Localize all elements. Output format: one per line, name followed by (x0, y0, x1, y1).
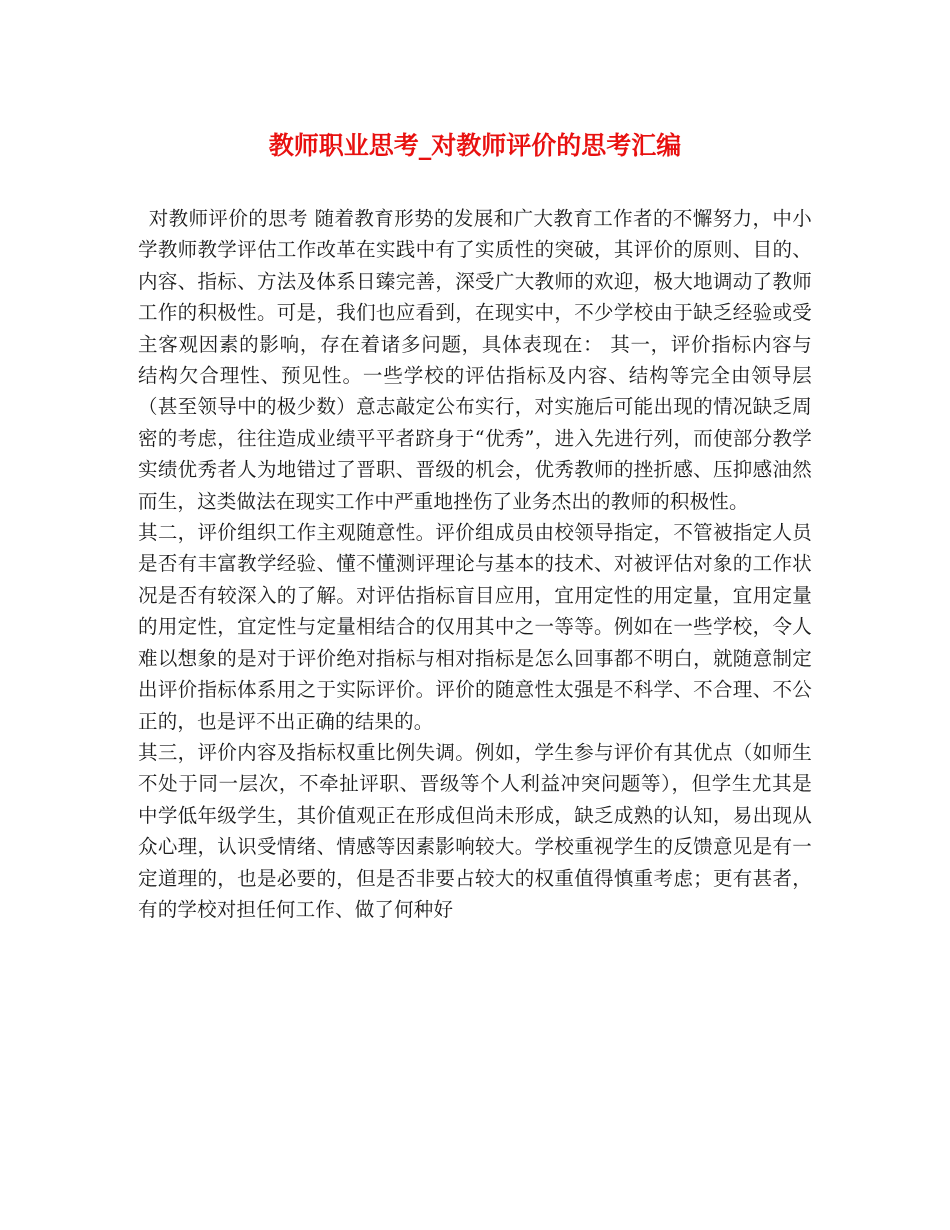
paragraph-3: 其三，评价内容及指标权重比例失调。例如，学生参与评价有其优点（如师生不处于同一层次，不牵扯评职、晋级等个人利益冲突问题等），但学生尤其是中学低年级学生，其价值观正在形成但尚未形成，缺乏成熟的认知，易出现从众心理，认识受情绪、情感等因素影响较大。学校重视学生的反馈意见是有一定道理的，也是必要的，但是否非要占较大的权重值得慎重考虑；更有甚者，有的学校对担任何工作、做了何种好 (138, 740, 812, 921)
paragraph-1: 对教师评价的思考 随着教育形势的发展和广大教育工作者的不懈努力，中小学教师教学评估工作改革在实践中有了实质性的突破，其评价的原则、目的、内容、指标、方法及体系日臻完善，深受广大教师的欢迎，极大地调动了教师工作的积极性。可是，我们也应看到，在现实中，不少学校由于缺乏经验或受主客观因素的影响，存在着诸多问题，具体表现在： 其一，评价指标内容与结构欠合理性、预见性。一些学校的评估指标及内容、结构等完全由领导层（甚至领导中的极少数）意志敲定公布实行，对实施后可能出现的情况缺乏周密的考虑，往往造成业绩平平者跻身于“优秀”，进入先进行列，而使部分教学实绩优秀者人为地错过了晋职、晋级的机会，优秀教师的挫折感、压抑感油然而生，这类做法在现实工作中严重地挫伤了业务杰出的教师的积极性。 (138, 207, 812, 513)
paragraph-2: 其二，评价组织工作主观随意性。评价组成员由校领导指定，不管被指定人员是否有丰富教学经验、懂不懂测评理论与基本的技术、对被评估对象的工作状况是否有较深入的了解。对评估指标盲目应用，宜用定性的用定量，宜用定量的用定性，宜定性与定量相结合的仅用其中之一等等。例如在一些学校，令人难以想象的是对于评价绝对指标与相对指标是怎么回事都不明白，就随意制定出评价指标体系用之于实际评价。评价的随意性太强是不科学、不合理、不公正的，也是评不出正确的结果的。 (138, 521, 812, 733)
document-body (138, 203, 812, 925)
document-title: 教师职业思考_对教师评价的思考汇编 (268, 131, 682, 160)
